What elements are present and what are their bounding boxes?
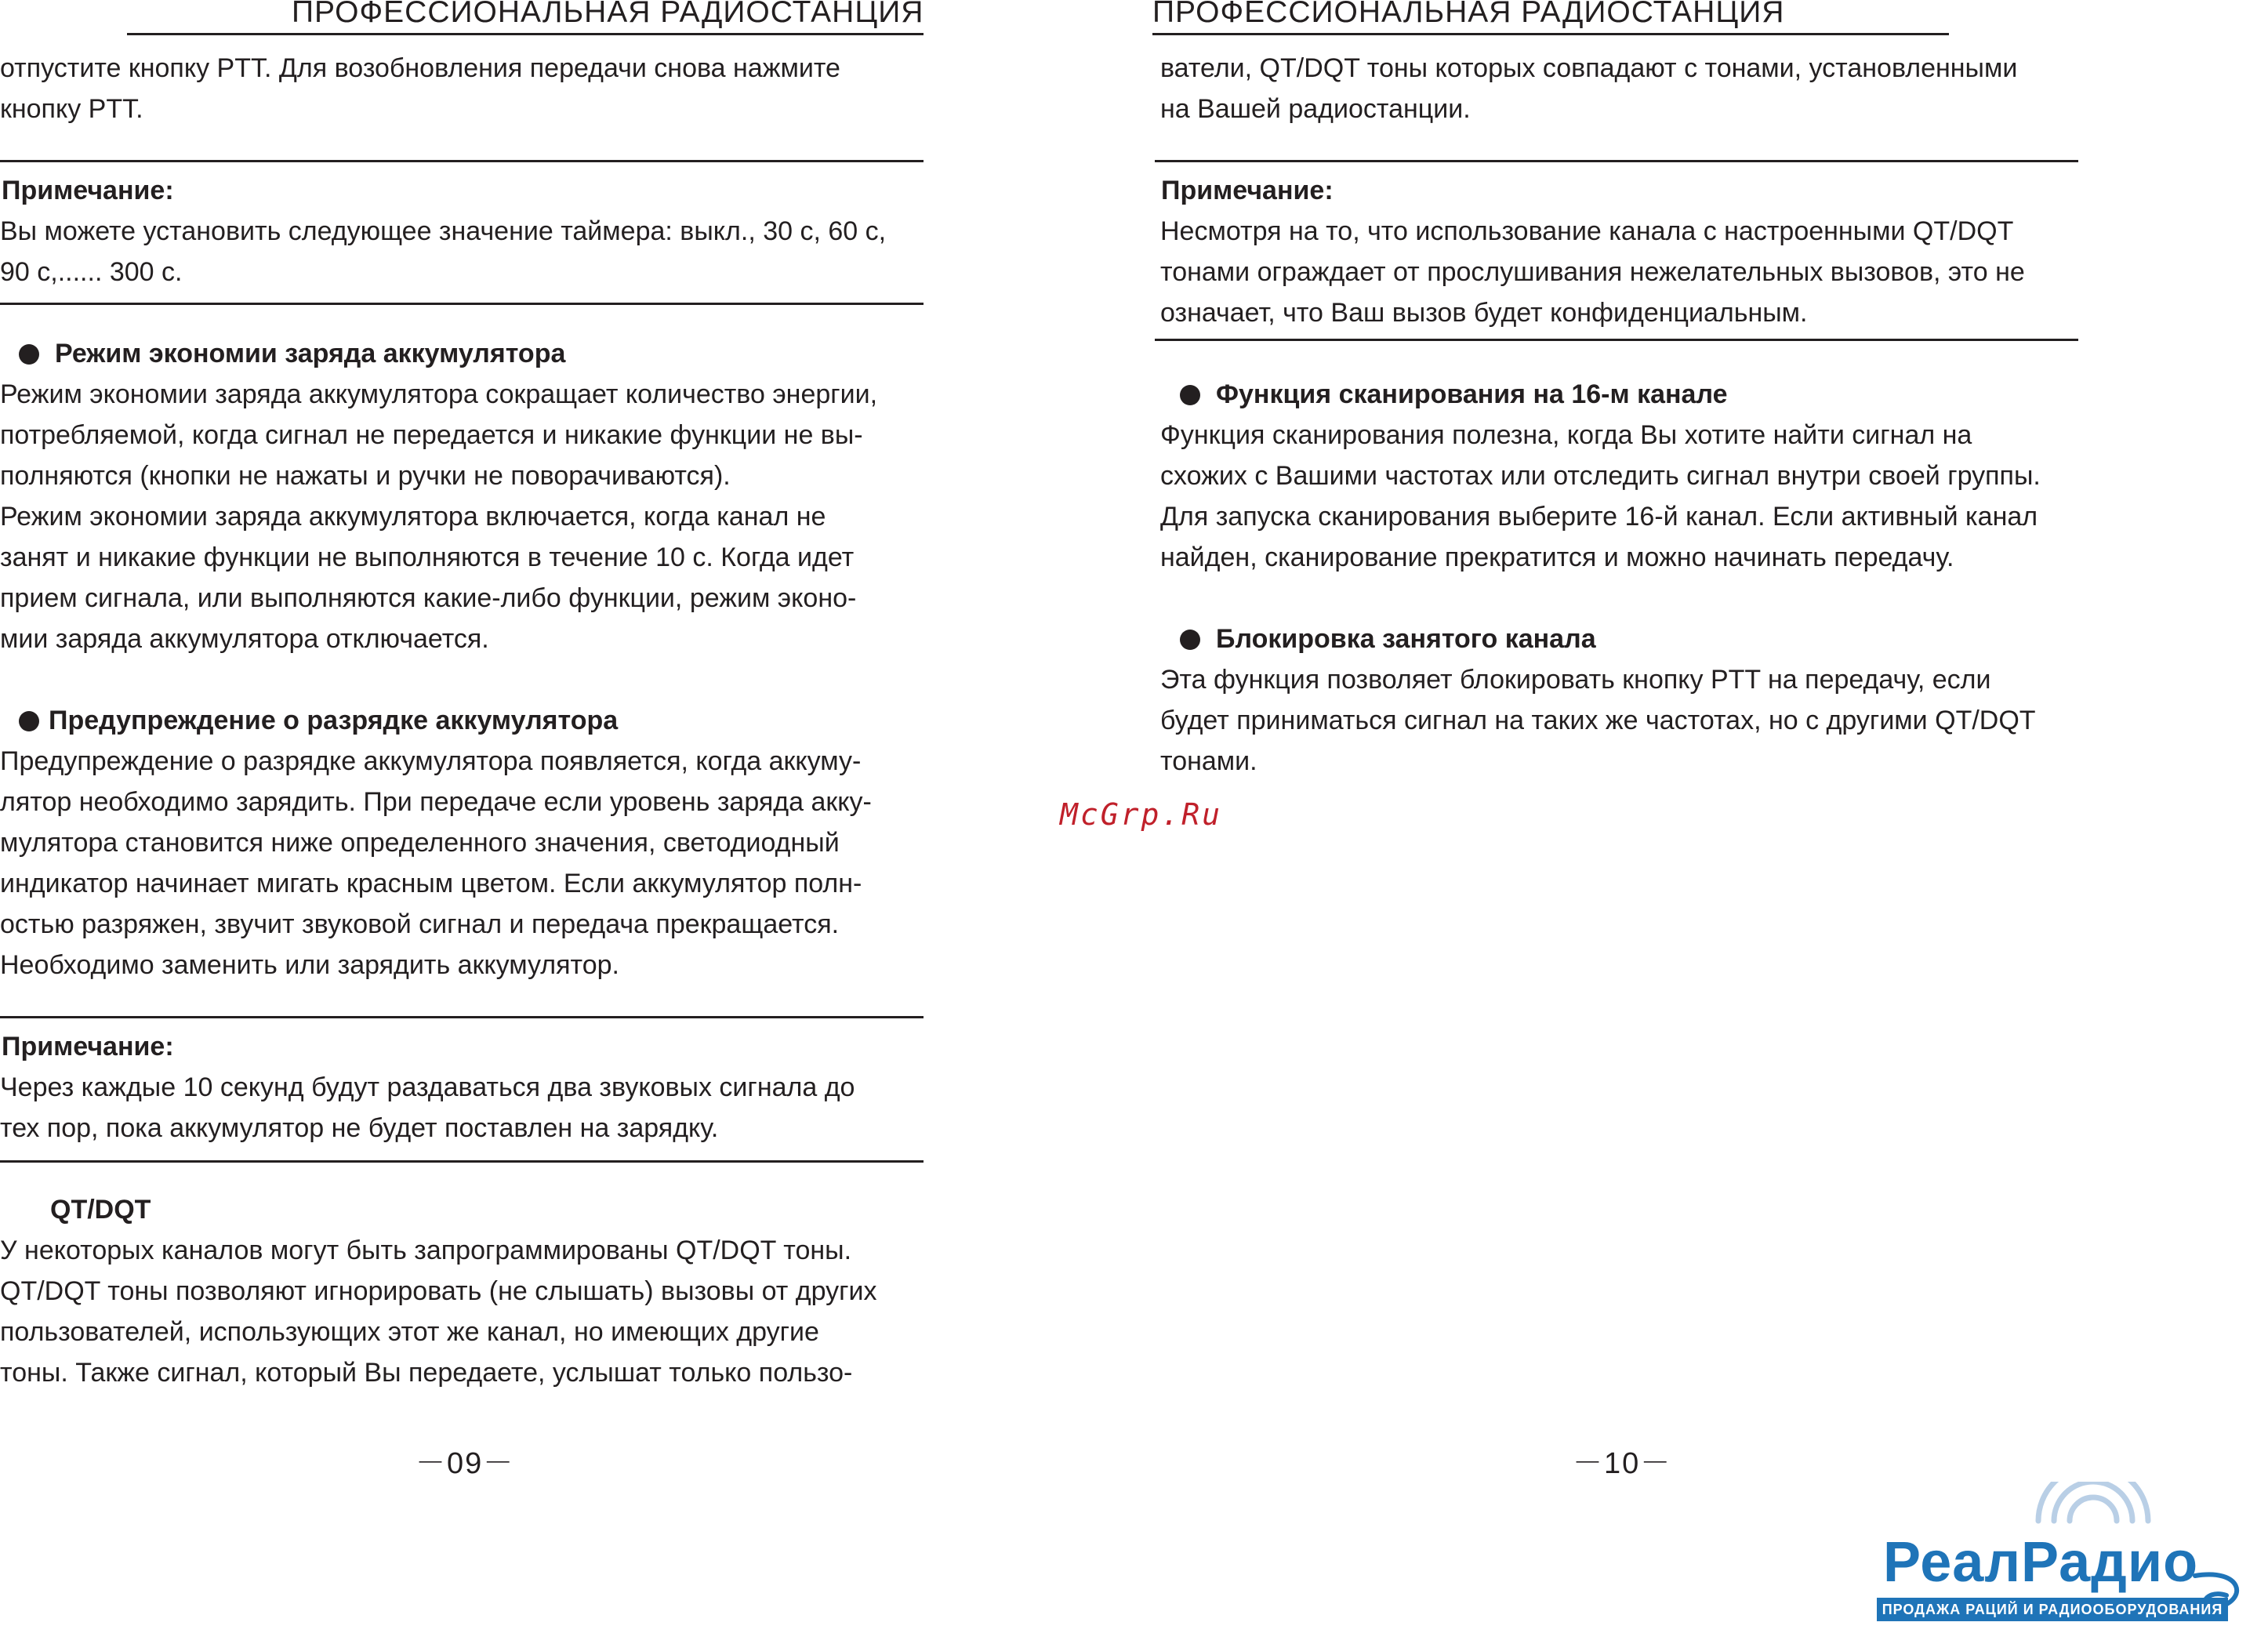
- left-note1-title: Примечание:: [2, 176, 174, 205]
- left-page-number: －09－: [415, 1447, 515, 1480]
- logo-tagline-bar: [1877, 1598, 2228, 1621]
- scan-text: Функция сканирования полезна, когда Вы хотите найти сигнал на схожих с Вашими частотах или отследить сигнал внутри своей группы. Для запуска сканирования выберите 16-й канал. Если активный канал найден, сканирование прекратится и можно начинать передачу.: [1160, 420, 2041, 572]
- left-page-header: ПРОФЕССИОНАЛЬНАЯ РАДИОСТАНЦИЯ: [292, 0, 924, 29]
- left-note2-title: Примечание:: [2, 1032, 174, 1061]
- left-note1-text: Вы можете установить следующее значение таймера: выкл., 30 с, 60 с, 90 с,...... 300 с.: [0, 216, 887, 287]
- right-note1-top-rule: [1155, 160, 2078, 162]
- battery-save-title: Режим экономии заряда аккумулятора: [19, 333, 565, 374]
- right-note1-bottom-rule: [1155, 339, 2078, 341]
- bullet-icon: [1180, 630, 1200, 650]
- right-intro-text: ватели, QT/DQT тоны которых совпадают с тонами, установленными на Вашей радиостанции.: [1160, 53, 2018, 124]
- brand-logo[interactable]: [1874, 1482, 2250, 1631]
- low-battery-text: Предупреждение о разрядке аккумулятора появляется, когда аккуму- лятор необходимо зарядить. При передаче если уровень заряда акку- мулятора становится ниже определенного значения, светодиодный индикатор начинает мигать красным цветом. Если аккумулятор полн- остью разряжен, звучит звуковой сигнал и передача прекращается. Необходимо заменить или зарядить аккумулятор.: [0, 746, 872, 980]
- left-note1-top-rule: [0, 160, 924, 162]
- right-note1-text: Несмотря на то, что использование канала с настроенными QT/DQT тонами ограждает от прослушивания нежелательных вызовов, это не означает, что Ваш вызов будет конфиденциальным.: [1160, 216, 2025, 328]
- left-intro-text: отпустите кнопку PTT. Для возобновления передачи снова нажмите кнопку PTT.: [0, 53, 840, 124]
- left-note1-bottom-rule: [0, 303, 924, 305]
- left-note2-top-rule: [0, 1016, 924, 1018]
- scan-title: Функция сканирования на 16-м канале: [1180, 374, 1728, 415]
- logo-name: РеалРадио: [1883, 1531, 2199, 1594]
- qtdqt-title: QT/DQT: [50, 1195, 151, 1225]
- right-note1-title: Примечание:: [1161, 176, 1334, 205]
- right-page-header: ПРОФЕССИОНАЛЬНАЯ РАДИОСТАНЦИЯ: [1152, 0, 1785, 29]
- bullet-icon: [19, 711, 39, 731]
- watermark-text: McGrp.Ru: [1060, 797, 1223, 832]
- low-battery-title: Предупреждение о разрядке аккумулятора: [19, 700, 618, 741]
- left-header-rule: [127, 33, 924, 35]
- right-page-number: －10－: [1573, 1447, 1672, 1480]
- busy-lock-title: Блокировка занятого канала: [1180, 619, 1596, 659]
- left-note2-bottom-rule: [0, 1160, 924, 1163]
- battery-save-text: Режим экономии заряда аккумулятора сокращает количество энергии, потребляемой, когда сигнал не передается и никакие функции не вы- полняются (кнопки не нажаты и ручки не поворачиваются). Режим экономии заряда аккумулятора включается, когда канал не занят и никакие функции не выполняются в течение 10 с. Когда идет прием сигнала, или выполняются какие-либо функции, режим эконо- мии заряда аккумулятора отключается.: [0, 379, 878, 654]
- left-note2-text: Через каждые 10 секунд будут раздаваться два звуковых сигнала до тех пор, пока аккумулятор не будет поставлен на зарядку.: [0, 1072, 855, 1143]
- right-header-rule: [1152, 33, 1949, 35]
- logo-tagline: ПРОДАЖА РАЦИЙ И РАДИООБОРУДОВАНИЯ: [1882, 1602, 2223, 1617]
- bullet-icon: [1180, 385, 1200, 405]
- busy-lock-text: Эта функция позволяет блокировать кнопку PTT на передачу, если будет приниматься сигнал на таких же частотах, но с другими QT/DQT тонами.: [1160, 665, 2036, 776]
- qtdqt-text: У некоторых каналов могут быть запрограммированы QT/DQT тоны. QT/DQT тоны позволяют игнорировать (не слышать) вызовы от других пользователей, использующих этот же канал, но имеющих другие тоны. Также сигнал, который Вы передаете, услышат только пользо-: [0, 1236, 877, 1388]
- bullet-icon: [19, 344, 39, 365]
